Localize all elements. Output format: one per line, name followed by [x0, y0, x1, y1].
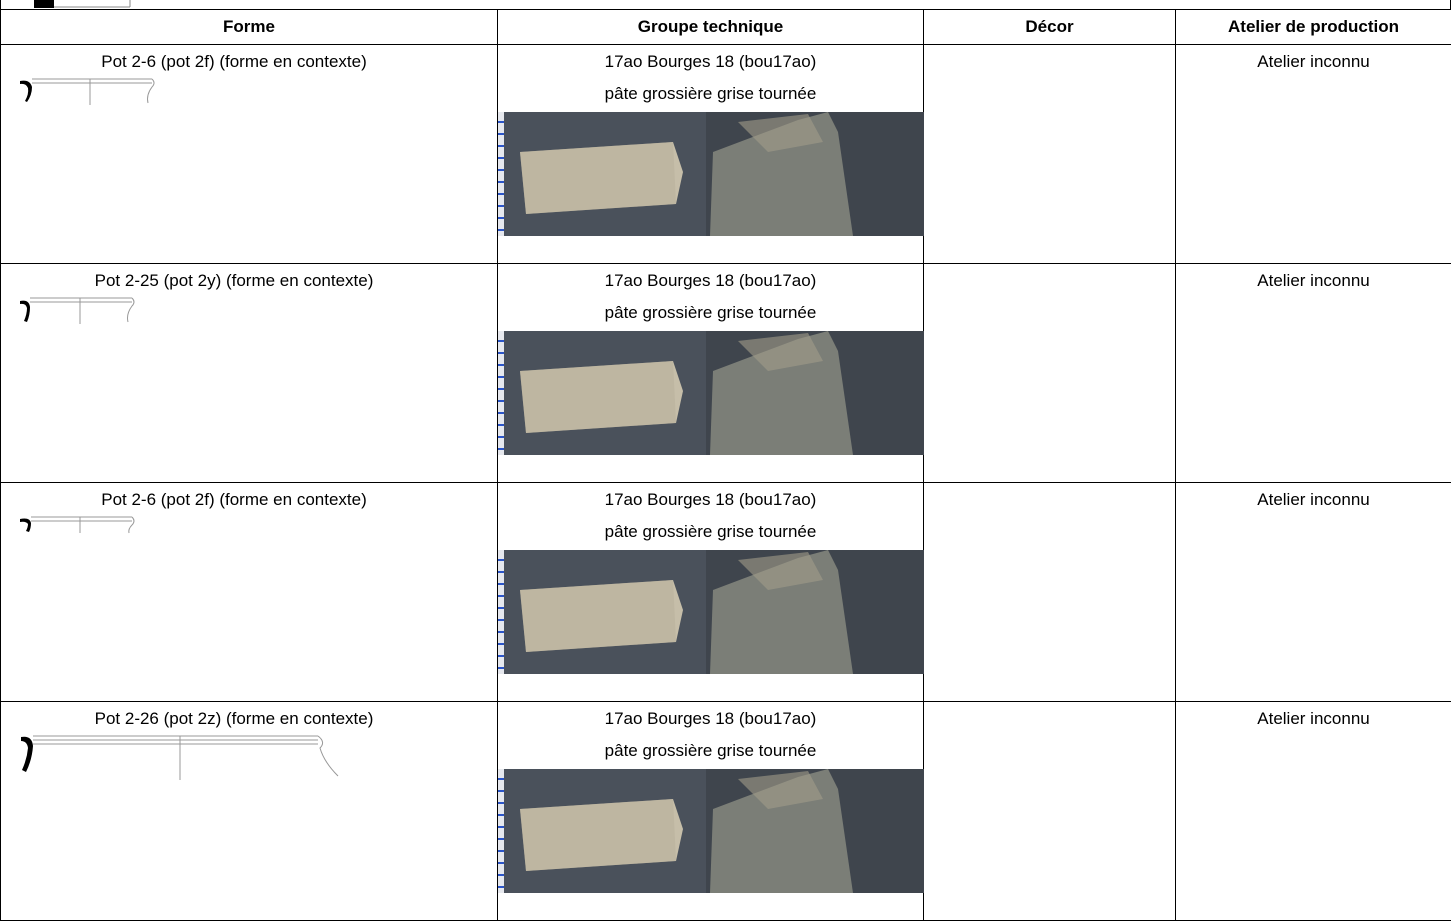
forme-label: Pot 2-25 (pot 2y) (forme en contexte) — [94, 271, 374, 290]
header-atelier: Atelier de production — [1176, 10, 1451, 45]
groupe-code: 17ao Bourges 18 (bou17ao) — [604, 271, 817, 290]
atelier-label: Atelier inconnu — [1257, 709, 1370, 728]
groupe-code: 17ao Bourges 18 (bou17ao) — [604, 490, 817, 509]
cell-groupe-technique — [498, 264, 924, 483]
cell-groupe-technique — [498, 483, 924, 702]
cell-decor — [924, 483, 1176, 702]
cell-forme — [1, 483, 498, 702]
cell-forme — [1, 702, 498, 921]
forme-label: Pot 2-26 (pot 2z) (forme en contexte) — [94, 709, 374, 728]
forme-label: Pot 2-6 (pot 2f) (forme en contexte) — [101, 490, 367, 509]
groupe-description: pâte grossière grise tournée — [604, 84, 817, 103]
cell-forme — [1, 45, 498, 264]
cell-groupe-technique — [498, 45, 924, 264]
atelier-label: Atelier inconnu — [1257, 52, 1370, 71]
table-row — [1, 45, 1451, 264]
pot-profile-drawing — [18, 294, 178, 326]
fabric-photos — [498, 331, 924, 455]
cell-groupe-technique — [498, 702, 924, 921]
atelier-label: Atelier inconnu — [1257, 490, 1370, 509]
fabric-photos — [498, 550, 924, 674]
groupe-code: 17ao Bourges 18 (bou17ao) — [604, 52, 817, 71]
ceramics-table — [0, 9, 1451, 921]
groupe-description: pâte grossière grise tournée — [604, 303, 817, 322]
cell-forme — [1, 264, 498, 483]
table-header-row — [1, 10, 1451, 45]
table-row — [1, 264, 1451, 483]
fabric-photos — [498, 112, 924, 236]
header-groupe-technique: Groupe technique — [498, 10, 924, 45]
pot-profile-drawing — [18, 513, 178, 545]
table-row — [1, 483, 1451, 702]
cell-atelier — [1176, 45, 1451, 264]
fabric-photos — [498, 769, 924, 893]
atelier-label: Atelier inconnu — [1257, 271, 1370, 290]
cell-decor — [924, 702, 1176, 921]
forme-label: Pot 2-6 (pot 2f) (forme en contexte) — [101, 52, 367, 71]
header-forme: Forme — [1, 10, 498, 45]
groupe-description: pâte grossière grise tournée — [604, 741, 817, 760]
groupe-description: pâte grossière grise tournée — [604, 522, 817, 541]
cell-decor — [924, 45, 1176, 264]
pot-profile-drawing — [18, 732, 348, 782]
header-decor: Décor — [924, 10, 1176, 45]
pot-profile-drawing — [18, 75, 178, 107]
table-row — [1, 702, 1451, 921]
cell-atelier — [1176, 264, 1451, 483]
cell-atelier — [1176, 702, 1451, 921]
cell-decor — [924, 264, 1176, 483]
groupe-code: 17ao Bourges 18 (bou17ao) — [604, 709, 817, 728]
cell-atelier — [1176, 483, 1451, 702]
